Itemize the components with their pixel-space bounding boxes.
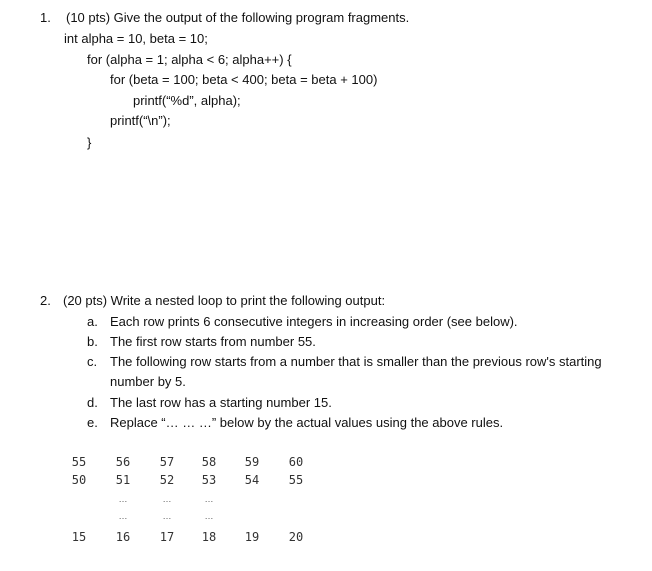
q2-prompt: (20 pts) Write a nested loop to print the following output: [63, 293, 386, 308]
output-cell: 52 [159, 473, 175, 487]
rule-e-text: Replace “… … …” below by the actual values using the above rules. [110, 415, 504, 430]
rule-b-letter: b. [87, 334, 98, 349]
rule-d-letter: d. [87, 395, 98, 410]
ellipsis-mark: … [162, 494, 172, 504]
ellipsis-mark: … [204, 511, 214, 521]
q1-prompt: (10 pts) Give the output of the following program fragments. [66, 10, 410, 25]
rule-d-text: The last row has a starting number 15. [110, 395, 332, 410]
output-cell: 58 [201, 455, 217, 469]
code-line-3: for (beta = 100; beta < 400; beta = beta + 100) [110, 72, 378, 87]
ellipsis-mark: … [118, 494, 128, 504]
ellipsis-mark: … [118, 511, 128, 521]
output-cell: 51 [115, 473, 131, 487]
output-cell: 56 [115, 455, 131, 469]
q1-number: 1. [40, 10, 51, 25]
code-line-5: printf(“\n”); [110, 113, 171, 128]
rule-b-text: The first row starts from number 55. [110, 334, 316, 349]
ellipsis-mark: … [204, 494, 214, 504]
output-cell: 15 [71, 530, 87, 544]
output-cell: 54 [244, 473, 260, 487]
rule-e-letter: e. [87, 415, 98, 430]
code-line-6: } [87, 135, 92, 150]
output-cell: 20 [288, 530, 304, 544]
rule-c-text-continued: number by 5. [110, 374, 186, 389]
ellipsis-mark: … [162, 511, 172, 521]
output-cell: 60 [288, 455, 304, 469]
output-cell: 50 [71, 473, 87, 487]
output-cell: 57 [159, 455, 175, 469]
code-line-1: int alpha = 10, beta = 10; [64, 31, 208, 46]
output-cell: 19 [244, 530, 260, 544]
output-cell: 16 [115, 530, 131, 544]
output-cell: 55 [71, 455, 87, 469]
output-cell: 53 [201, 473, 217, 487]
output-cell: 59 [244, 455, 260, 469]
rule-a-letter: a. [87, 314, 98, 329]
code-line-2: for (alpha = 1; alpha < 6; alpha++) { [87, 52, 292, 67]
q2-number: 2. [40, 293, 51, 308]
output-cell: 18 [201, 530, 217, 544]
rule-c-letter: c. [87, 354, 98, 369]
code-line-4: printf(“%d”, alpha); [133, 93, 241, 108]
rule-c-text: The following row starts from a number that is smaller than the previous row's starting [110, 354, 602, 369]
output-cell: 17 [159, 530, 175, 544]
output-cell: 55 [288, 473, 304, 487]
rule-a-text: Each row prints 6 consecutive integers in increasing order (see below). [110, 314, 518, 329]
